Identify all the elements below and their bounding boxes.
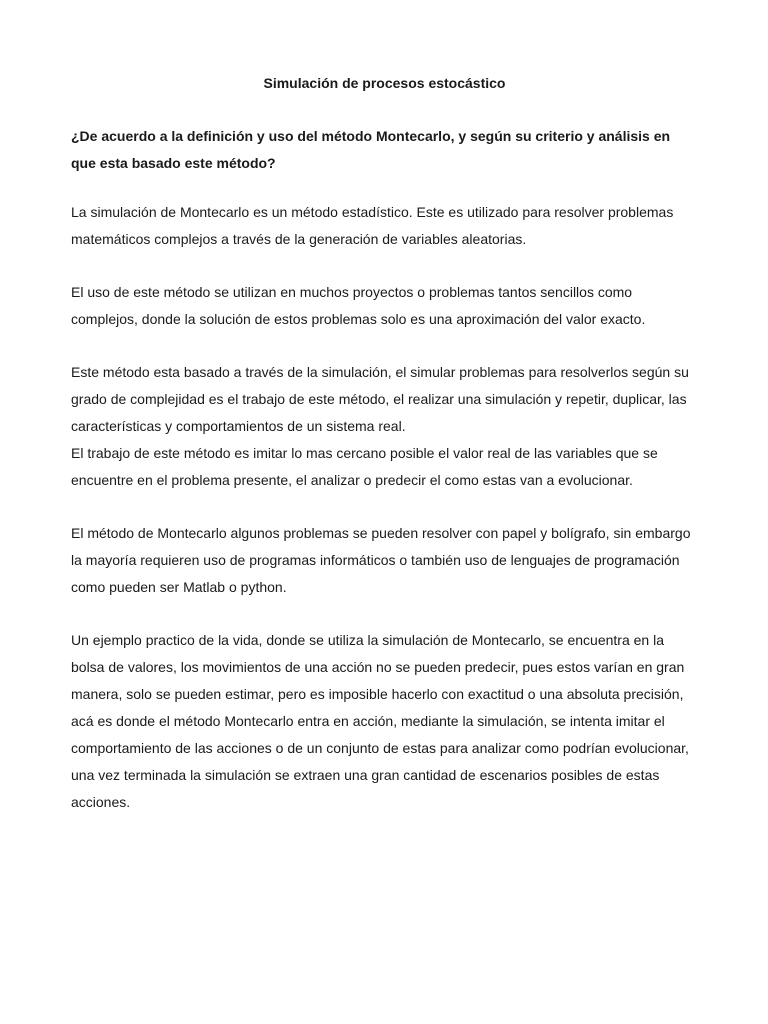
paragraph-1: La simulación de Montecarlo es un método estadístico. Este es utilizado para resolver problemas matemáticos complejos a través de la generación de variables aleatorias. xyxy=(71,204,674,247)
paragraph-6: Un ejemplo practico de la vida, donde se utiliza la simulación de Montecarlo, se encuentra en la bolsa de valores, los movimientos de una acción no se pueden predecir, pues estos varían en gran manera, solo se pueden estimar, pero es imposible hacerlo con exactitud o una absoluta precisión, acá es donde el método Montecarlo entra en acción, mediante la simulación, se intenta imitar el comportamiento de las acciones o de un conjunto de estas para analizar como podrían evolucionar, una vez terminada la simulación se extraen una gran cantidad de escenarios posibles de estas acciones. xyxy=(71,632,689,810)
paragraph-3: Este método esta basado a través de la simulación, el simular problemas para resolverlos según su grado de complejidad es el trabajo de este método, el realizar una simulación y repetir, duplicar, las características y comportamientos de un sistema real. xyxy=(71,364,689,434)
paragraph-5: El método de Montecarlo algunos problemas se pueden resolver con papel y bolígrafo, sin embargo la mayoría requieren uso de programas informáticos o también uso de lenguajes de programación como pueden ser Matlab o python. xyxy=(71,525,691,595)
paragraph-4: El trabajo de este método es imitar lo mas cercano posible el valor real de las variables que se encuentre en el problema presente, el analizar o predecir el como estas van a evolucionar. xyxy=(71,445,658,488)
question-heading: ¿De acuerdo a la definición y uso del método Montecarlo, y según su criterio y análisis en que esta basado este método? xyxy=(71,128,671,171)
document-title: Simulación de procesos estocástico xyxy=(263,75,506,91)
paragraph-2: El uso de este método se utilizan en muchos proyectos o problemas tantos sencillos como complejos, donde la solución de estos problemas solo es una aproximación del valor exacto. xyxy=(71,284,646,327)
